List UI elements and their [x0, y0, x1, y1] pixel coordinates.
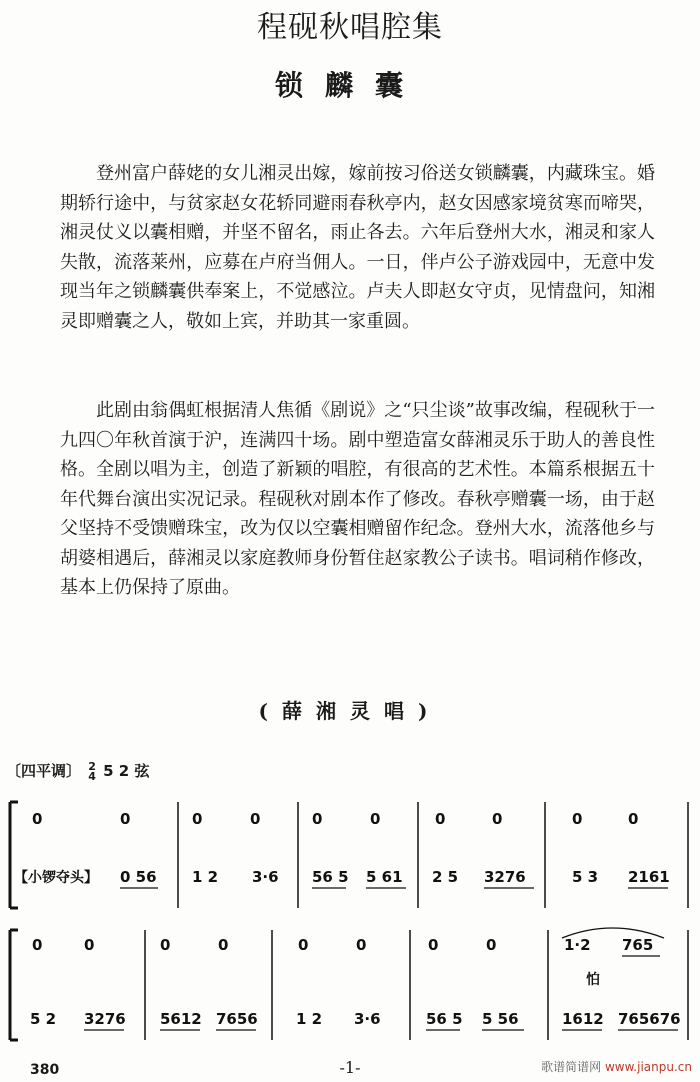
note-group: 765676: [618, 1010, 681, 1028]
note-group: 2161: [628, 868, 670, 886]
time-signature: [88, 759, 96, 783]
footer-code: 380: [30, 1062, 60, 1078]
note-group: 5 56: [482, 1010, 519, 1028]
note: 0: [84, 936, 95, 954]
lyric: 怕: [586, 972, 600, 988]
watermark: [541, 1058, 692, 1075]
note-group: 1612: [562, 1010, 604, 1028]
note-group: 5612: [160, 1010, 202, 1028]
intro-paragraph-1: 登州富户薛姥的女儿湘灵出嫁，嫁前按习俗送女锁麟囊，内藏珠宝。婚期轿行途中，与贫家赵女花轿同避雨春秋亭内，赵女因感家境贫寒而啼哭，湘灵仗义以囊相赠，并坚不留名，雨止各去。六年后登州大水，湘灵和家人失散，流落莱州，应募在卢府当佣人。一日，伴卢公子游戏园中，无意中发现当年之锁麟囊供奉案上，不觉感泣。卢夫人即赵女守贞，见情盘问，知湘灵即赠囊之人，敬如上宾，并助其一家重圆。: [60, 163, 655, 332]
note-group: 3276: [84, 1010, 126, 1028]
note: 0: [32, 936, 43, 954]
page-number: -1-: [339, 1058, 361, 1077]
watermark-url: www.jianpu.cn: [604, 1060, 692, 1074]
system-2: [10, 928, 688, 1040]
note: 0: [250, 810, 261, 828]
note: 0: [32, 810, 43, 828]
note-group: 0 56: [120, 868, 157, 886]
note-group: 765: [622, 936, 654, 954]
note-group: 5 61: [366, 868, 403, 886]
percussion-label: 【小锣夺头】: [14, 870, 98, 886]
tuning-label: 5 2 弦: [103, 762, 150, 780]
note: 0: [160, 936, 171, 954]
note: 0: [370, 810, 381, 828]
intro-paragraph-2: 此剧由翁偶虹根据清人焦循《剧说》之“只尘谈”故事改编，程砚秋于一九四〇年秋首演于沪，连满四十场。剧中塑造富女薛湘灵乐于助人的善良性格。全剧以唱为主，创造了新颖的唱腔，有很高的艺术性。本篇系根据五十年代舞台演出实况记录。程砚秋对剧本作了修改。春秋亭赠囊一场，由于赵父坚持不受馈赠珠宝，改为仅以空囊相赠留作纪念。登州大水，流落他乡与胡婆相遇后，薛湘灵以家庭教师身份暂住赵家教公子读书。唱词稍作修改，基本上仍保持了原曲。: [60, 400, 655, 598]
note: 0: [628, 810, 639, 828]
note-group: 1·2: [564, 936, 591, 954]
system-2-bracket: [10, 930, 18, 1040]
mode-label: 〔四平调〕: [6, 762, 82, 780]
system-1: [10, 802, 688, 908]
note-group: 3·6: [354, 1010, 381, 1028]
system-1-bracket: [10, 802, 18, 908]
note-group: 5 2: [30, 1010, 57, 1028]
note: 0: [492, 810, 503, 828]
note-group: 56 5: [426, 1010, 463, 1028]
note: 0: [218, 936, 229, 954]
note-group: 5 3: [572, 868, 599, 886]
note: 0: [356, 936, 367, 954]
music-score: [0, 790, 700, 1050]
note: 0: [435, 810, 446, 828]
time-bottom: 4: [88, 769, 96, 783]
note-group: 1 2: [296, 1010, 323, 1028]
opera-title: 锁麟囊: [274, 69, 425, 102]
note-group: 1 2: [192, 868, 219, 886]
note: 0: [298, 936, 309, 954]
note: 0: [428, 936, 439, 954]
watermark-site: 歌谱简谱网: [541, 1060, 602, 1074]
role-line: (薛湘灵唱): [258, 699, 442, 723]
time-top: 2: [88, 759, 96, 773]
note: 0: [572, 810, 583, 828]
note: 0: [120, 810, 131, 828]
score-signature: [6, 760, 149, 782]
note: 0: [486, 936, 497, 954]
note: 0: [312, 810, 323, 828]
note: 0: [192, 810, 203, 828]
note-group: 56 5: [312, 868, 349, 886]
note-group: 3·6: [252, 868, 279, 886]
note-group: 3276: [484, 868, 526, 886]
note-group: 7656: [216, 1010, 258, 1028]
note-group: 2 5: [432, 868, 459, 886]
book-title: 程砚秋唱腔集: [257, 10, 443, 45]
